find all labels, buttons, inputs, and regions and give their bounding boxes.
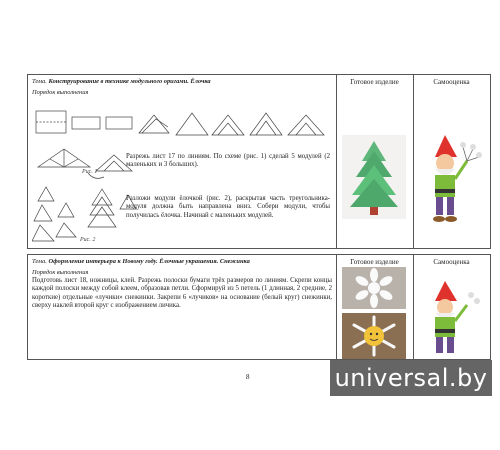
- task-table-2: [27, 254, 491, 360]
- gnome-illustration: [423, 277, 483, 361]
- task-table-1: [27, 74, 491, 249]
- folding-scheme-strip: [34, 107, 334, 147]
- instructions-column: [28, 75, 337, 248]
- topic-prefix: Тема.: [32, 258, 47, 265]
- watermark-logo: universal.by: [330, 360, 492, 396]
- topic-title: Оформление интерьера к Новому году. Ёлочные украшения. Снежинка: [48, 258, 250, 265]
- topic-title: Конструирование в технике модульного оригами. Ёлочка: [48, 78, 211, 85]
- ready-product-header: Готовое изделие: [350, 78, 399, 86]
- figure-2-caption: Рис. 2: [80, 237, 96, 243]
- self-assessment-column: [413, 75, 490, 248]
- snowflake-photo-bottom: [342, 313, 406, 359]
- instructions-column: [28, 255, 337, 359]
- self-assessment-column: [413, 255, 490, 359]
- figure-1-caption: Рис. 1: [82, 169, 98, 175]
- instructions-text: Подготовь лист 18, ножницы, клей. Разрежь полоски бумаги трёх размеров по линиям. Скрепи концы каждой полоски между собой клеем, образовав петли. Сформируй из 5 петель (1 длинная, 2 средние, 2 короткие) отдельные «лучики» снежинки. Закрепи 6 «лучиков» на основание (белый круг) снежинки, сверху наклей второй круг с изображением личика.: [32, 277, 332, 309]
- self-assessment-header: Самооценка: [433, 78, 470, 86]
- self-assessment-header: Самооценка: [433, 258, 470, 266]
- order-label: Порядок выполнения: [32, 89, 89, 96]
- ready-product-column: [336, 75, 414, 248]
- topic-line: [28, 255, 336, 266]
- snowflake-photo-top: [342, 267, 406, 309]
- ready-product-header: Готовое изделие: [350, 258, 399, 266]
- topic-prefix: Тема.: [32, 78, 47, 85]
- tree-product-photo: [342, 135, 406, 219]
- step-2-text: Разложи модули ёлочкой (рис. 2), раскрытая часть треугольника-модуля должна быть направлена вниз. Собери модули, чтобы получилась ёлочка. Начинай с маленьких модулей.: [126, 195, 330, 219]
- gnome-illustration: [423, 131, 483, 227]
- ready-product-column: [336, 255, 414, 359]
- page-number: 8: [246, 373, 250, 381]
- topic-line: [28, 75, 336, 86]
- step-1-text: Разрежь лист 17 по линиям. По схеме (рис. 1) сделай 5 модулей (2 маленьких и 3 больших).: [126, 153, 330, 169]
- order-label: Порядок выполнения: [32, 269, 89, 276]
